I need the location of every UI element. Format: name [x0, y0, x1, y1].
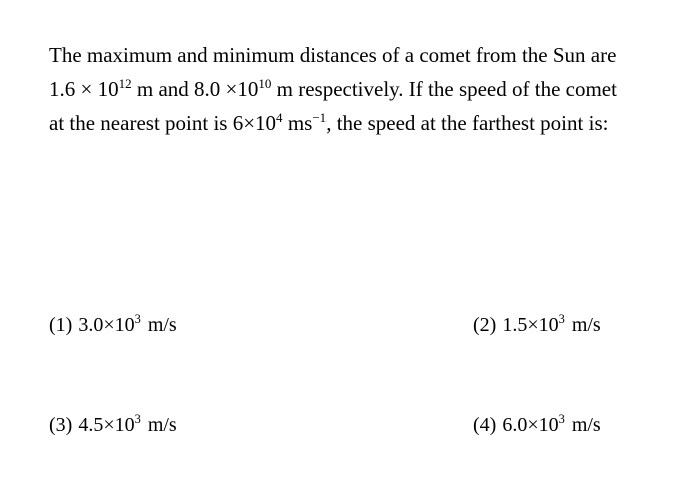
option-number: (3) — [49, 414, 73, 436]
question-paragraph — [49, 38, 624, 140]
option-unit: m/s — [147, 314, 177, 336]
option-exponent: 3 — [558, 312, 565, 327]
question-part-2: m and 8.0 ×10 — [131, 77, 259, 101]
question-part-1: The maximum and minimum distances of a comet from the Sun are 1.6 × 10 — [49, 43, 617, 101]
question-part-5: , the speed at the farthest point is: — [326, 111, 609, 135]
option-3[interactable] — [49, 411, 177, 439]
exponent-max-distance: 12 — [118, 75, 132, 91]
question-text — [49, 38, 624, 140]
option-mantissa: 6.0×10 — [502, 414, 559, 436]
option-unit: m/s — [571, 314, 601, 336]
option-mantissa: 1.5×10 — [502, 314, 559, 336]
question-part-4: ms — [282, 111, 313, 135]
option-unit: m/s — [147, 414, 177, 436]
option-exponent: 3 — [134, 312, 141, 327]
option-number: (2) — [473, 314, 497, 336]
option-mantissa: 4.5×10 — [78, 414, 135, 436]
option-unit: m/s — [571, 414, 601, 436]
option-1[interactable] — [49, 311, 177, 339]
question-part-3: m respectively. If the speed of the comet at the nearest point is 6×10 — [49, 77, 617, 135]
option-exponent: 3 — [558, 412, 565, 427]
option-mantissa: 3.0×10 — [78, 314, 135, 336]
exponent-unit: −1 — [312, 109, 327, 125]
option-number: (1) — [49, 314, 73, 336]
option-4[interactable] — [473, 411, 601, 439]
option-2[interactable] — [473, 311, 601, 339]
option-number: (4) — [473, 414, 497, 436]
option-exponent: 3 — [134, 412, 141, 427]
exponent-min-distance: 10 — [258, 75, 272, 91]
exponent-speed: 4 — [276, 109, 283, 125]
